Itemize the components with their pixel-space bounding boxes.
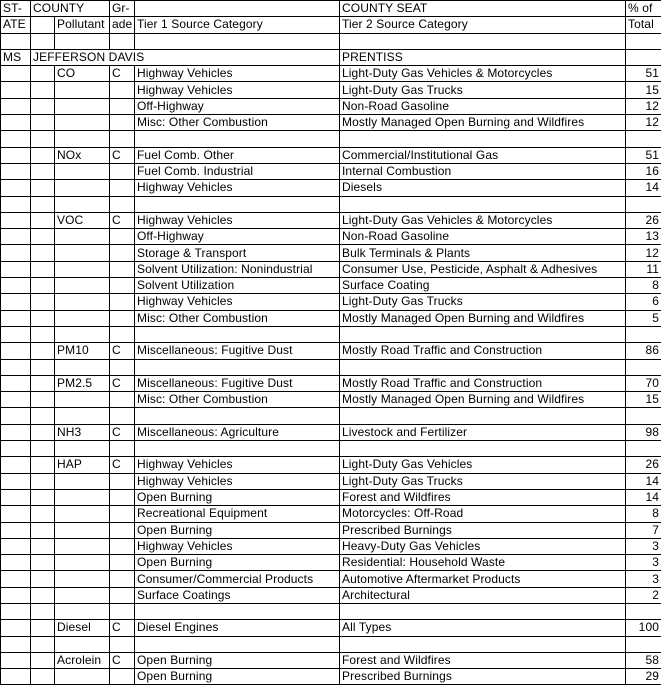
grade-cell [110, 261, 135, 277]
county-cell [31, 392, 55, 408]
pollutant-cell [55, 82, 110, 98]
table-row [1, 669, 661, 685]
county-row-blank [626, 49, 661, 65]
tier2-cell: Forest and Wildfires [340, 652, 626, 668]
county-cell [31, 66, 55, 82]
county-cell [31, 587, 55, 603]
state-cell [1, 506, 31, 522]
percent-cell: 29 [626, 669, 661, 685]
table-row [1, 245, 661, 261]
table-row [1, 98, 661, 114]
county-cell [31, 229, 55, 245]
table-row [1, 163, 661, 179]
spacer-row [1, 441, 661, 457]
tier1-cell: Open Burning [135, 555, 340, 571]
pollutant-cell: NH3 [55, 424, 110, 440]
percent-cell: 12 [626, 98, 661, 114]
percent-cell: 51 [626, 66, 661, 82]
pollutant-cell [55, 180, 110, 196]
county-cell [31, 180, 55, 196]
header-percent-part1: % of [626, 1, 661, 17]
header-pollutant: Pollutant [55, 17, 110, 33]
grade-cell [110, 506, 135, 522]
state-cell [1, 163, 31, 179]
table-row [1, 147, 661, 163]
grade-cell: C [110, 66, 135, 82]
county-cell [31, 424, 55, 440]
grade-cell [110, 310, 135, 326]
grade-cell [110, 229, 135, 245]
grade-cell [110, 98, 135, 114]
table-row [1, 571, 661, 587]
header-county: COUNTY [31, 1, 110, 17]
tier1-cell: Open Burning [135, 669, 340, 685]
percent-cell: 3 [626, 538, 661, 554]
tier2-cell: Motorcycles: Off-Road [340, 506, 626, 522]
spacer-row [1, 603, 661, 619]
tier2-cell: Mostly Managed Open Burning and Wildfires [340, 115, 626, 131]
tier2-cell: Light-Duty Gas Trucks [340, 82, 626, 98]
county-seat: PRENTISS [340, 49, 626, 65]
percent-cell: 8 [626, 506, 661, 522]
county-cell [31, 506, 55, 522]
tier2-cell: Non-Road Gasoline [340, 98, 626, 114]
percent-cell: 15 [626, 392, 661, 408]
tier2-cell: All Types [340, 620, 626, 636]
percent-cell: 7 [626, 522, 661, 538]
table-row [1, 392, 661, 408]
pollutant-cell [55, 571, 110, 587]
pollutant-cell [55, 245, 110, 261]
grade-cell: C [110, 147, 135, 163]
grade-cell: C [110, 620, 135, 636]
tier1-cell: Highway Vehicles [135, 66, 340, 82]
state-cell [1, 392, 31, 408]
header-tier2: Tier 2 Source Category [340, 17, 626, 33]
percent-cell: 26 [626, 212, 661, 228]
spacer-row [1, 131, 661, 147]
pollutant-cell [55, 587, 110, 603]
percent-cell: 100 [626, 620, 661, 636]
tier1-cell: Highway Vehicles [135, 180, 340, 196]
pollutant-cell [55, 473, 110, 489]
table-body [1, 1, 661, 685]
header-grade-part1: Gr- [110, 1, 135, 17]
table-row [1, 261, 661, 277]
state-cell [1, 147, 31, 163]
grade-cell [110, 473, 135, 489]
tier2-cell: Prescribed Burnings [340, 669, 626, 685]
spacer-row [1, 408, 661, 424]
percent-cell: 16 [626, 163, 661, 179]
county-cell [31, 115, 55, 131]
percent-cell: 86 [626, 343, 661, 359]
spacer-row [1, 33, 661, 49]
pollutant-cell: PM2.5 [55, 375, 110, 391]
header-blank [135, 1, 340, 17]
tier2-cell: Consumer Use, Pesticide, Asphalt & Adhesives [340, 261, 626, 277]
grade-cell [110, 538, 135, 554]
grade-cell: C [110, 424, 135, 440]
header-percent-part2: Total [626, 17, 661, 33]
tier1-cell: Misc: Other Combustion [135, 310, 340, 326]
pollutant-cell: PM10 [55, 343, 110, 359]
percent-cell: 5 [626, 310, 661, 326]
pollutant-cell [55, 522, 110, 538]
county-cell [31, 310, 55, 326]
table-row [1, 343, 661, 359]
tier2-cell: Residential: Household Waste [340, 555, 626, 571]
tier2-cell: Prescribed Burnings [340, 522, 626, 538]
state-cell [1, 538, 31, 554]
tier2-cell: Mostly Road Traffic and Construction [340, 343, 626, 359]
pollutant-cell: HAP [55, 457, 110, 473]
percent-cell: 12 [626, 115, 661, 131]
tier1-cell: Solvent Utilization [135, 278, 340, 294]
spacer-row [1, 196, 661, 212]
table-row [1, 294, 661, 310]
spacer-row [1, 636, 661, 652]
county-cell [31, 278, 55, 294]
state-cell [1, 522, 31, 538]
table-row [1, 115, 661, 131]
county-cell [31, 245, 55, 261]
table-row [1, 555, 661, 571]
grade-cell [110, 489, 135, 505]
state-cell [1, 489, 31, 505]
tier2-cell: Automotive Aftermarket Products [340, 571, 626, 587]
tier2-cell: Architectural [340, 587, 626, 603]
county-cell [31, 473, 55, 489]
state-cell [1, 66, 31, 82]
grade-cell: C [110, 652, 135, 668]
grade-cell: C [110, 343, 135, 359]
spacer-row [1, 359, 661, 375]
tier2-cell: Livestock and Fertilizer [340, 424, 626, 440]
tier1-cell: Off-Highway [135, 229, 340, 245]
pollutant-cell [55, 669, 110, 685]
tier1-cell: Open Burning [135, 522, 340, 538]
grade-cell [110, 555, 135, 571]
county-cell [31, 261, 55, 277]
tier2-cell: Bulk Terminals & Plants [340, 245, 626, 261]
grade-cell [110, 115, 135, 131]
percent-cell: 14 [626, 473, 661, 489]
county-cell [31, 652, 55, 668]
table-row [1, 620, 661, 636]
state-cell [1, 652, 31, 668]
state-cell [1, 261, 31, 277]
state-code: MS [1, 49, 31, 65]
county-cell [31, 522, 55, 538]
grade-cell [110, 522, 135, 538]
table-row [1, 506, 661, 522]
state-cell [1, 473, 31, 489]
tier1-cell: Highway Vehicles [135, 212, 340, 228]
grade-cell [110, 669, 135, 685]
tier2-cell: Mostly Managed Open Burning and Wildfires [340, 392, 626, 408]
county-row [1, 49, 661, 65]
table-row [1, 180, 661, 196]
state-cell [1, 294, 31, 310]
tier2-cell: Commercial/Institutional Gas [340, 147, 626, 163]
tier2-cell: Non-Road Gasoline [340, 229, 626, 245]
pollutant-cell: CO [55, 66, 110, 82]
state-cell [1, 424, 31, 440]
percent-cell: 11 [626, 261, 661, 277]
state-cell [1, 115, 31, 131]
grade-cell [110, 571, 135, 587]
county-cell [31, 538, 55, 554]
state-cell [1, 310, 31, 326]
pollutant-cell [55, 115, 110, 131]
tier1-cell: Miscellaneous: Agriculture [135, 424, 340, 440]
header-state-part2: ATE [1, 17, 31, 33]
state-cell [1, 82, 31, 98]
county-cell [31, 98, 55, 114]
table-row [1, 229, 661, 245]
county-cell [31, 147, 55, 163]
tier1-cell: Highway Vehicles [135, 82, 340, 98]
pollutant-cell [55, 163, 110, 179]
tier1-cell: Fuel Comb. Other [135, 147, 340, 163]
tier1-cell: Miscellaneous: Fugitive Dust [135, 343, 340, 359]
grade-cell [110, 278, 135, 294]
pollutant-cell [55, 278, 110, 294]
table-row [1, 66, 661, 82]
tier1-cell: Open Burning [135, 652, 340, 668]
pollutant-cell [55, 392, 110, 408]
county-cell [31, 163, 55, 179]
tier1-cell: Highway Vehicles [135, 457, 340, 473]
state-cell [1, 212, 31, 228]
percent-cell: 2 [626, 587, 661, 603]
tier1-cell: Consumer/Commercial Products [135, 571, 340, 587]
tier1-cell: Miscellaneous: Fugitive Dust [135, 375, 340, 391]
tier2-cell: Heavy-Duty Gas Vehicles [340, 538, 626, 554]
table-row [1, 473, 661, 489]
percent-cell: 13 [626, 229, 661, 245]
county-cell [31, 489, 55, 505]
tier1-cell: Solvent Utilization: Nonindustrial [135, 261, 340, 277]
percent-cell: 3 [626, 571, 661, 587]
percent-cell: 6 [626, 294, 661, 310]
pollutant-cell: Acrolein [55, 652, 110, 668]
state-cell [1, 229, 31, 245]
table-row [1, 652, 661, 668]
header-state-part1: ST- [1, 1, 31, 17]
state-cell [1, 620, 31, 636]
percent-cell: 98 [626, 424, 661, 440]
percent-cell: 26 [626, 457, 661, 473]
pollutant-cell [55, 294, 110, 310]
percent-cell: 3 [626, 555, 661, 571]
tier1-cell: Off-Highway [135, 98, 340, 114]
percent-cell: 14 [626, 180, 661, 196]
state-cell [1, 278, 31, 294]
grade-cell [110, 587, 135, 603]
tier2-cell: Surface Coating [340, 278, 626, 294]
county-cell [31, 343, 55, 359]
county-cell [31, 375, 55, 391]
percent-cell: 8 [626, 278, 661, 294]
pollutant-cell [55, 489, 110, 505]
percent-cell: 15 [626, 82, 661, 98]
table-row [1, 82, 661, 98]
tier2-cell: Light-Duty Gas Vehicles & Motorcycles [340, 66, 626, 82]
tier2-cell: Light-Duty Gas Trucks [340, 473, 626, 489]
tier2-cell: Mostly Road Traffic and Construction [340, 375, 626, 391]
pollutant-cell: Diesel [55, 620, 110, 636]
table-row [1, 538, 661, 554]
tier1-cell: Misc: Other Combustion [135, 392, 340, 408]
tier2-cell: Light-Duty Gas Vehicles & Motorcycles [340, 212, 626, 228]
percent-cell: 14 [626, 489, 661, 505]
tier1-cell: Fuel Comb. Industrial [135, 163, 340, 179]
county-cell [31, 555, 55, 571]
tier2-cell: Light-Duty Gas Trucks [340, 294, 626, 310]
county-cell [31, 82, 55, 98]
tier1-cell: Misc: Other Combustion [135, 115, 340, 131]
tier2-cell: Mostly Managed Open Burning and Wildfires [340, 310, 626, 326]
table-row [1, 310, 661, 326]
grade-cell [110, 180, 135, 196]
header-blank-2 [31, 17, 55, 33]
state-cell [1, 180, 31, 196]
tier1-cell: Highway Vehicles [135, 473, 340, 489]
table-row [1, 522, 661, 538]
tier1-cell: Open Burning [135, 489, 340, 505]
state-cell [1, 587, 31, 603]
pollutant-cell [55, 229, 110, 245]
header-row-2 [1, 17, 661, 33]
pollutant-cell [55, 310, 110, 326]
header-county-seat: COUNTY SEAT [340, 1, 626, 17]
grade-cell [110, 294, 135, 310]
county-cell [31, 212, 55, 228]
tier2-cell: Forest and Wildfires [340, 489, 626, 505]
table-row [1, 375, 661, 391]
table-row [1, 212, 661, 228]
table-row [1, 457, 661, 473]
state-cell [1, 245, 31, 261]
state-cell [1, 375, 31, 391]
tier1-cell: Recreational Equipment [135, 506, 340, 522]
percent-cell: 58 [626, 652, 661, 668]
table-row [1, 587, 661, 603]
pollutant-cell [55, 98, 110, 114]
county-cell [31, 294, 55, 310]
grade-cell [110, 82, 135, 98]
state-cell [1, 669, 31, 685]
pollutant-cell [55, 261, 110, 277]
table-row [1, 278, 661, 294]
tier1-cell: Storage & Transport [135, 245, 340, 261]
state-cell [1, 343, 31, 359]
grade-cell: C [110, 212, 135, 228]
table-row [1, 489, 661, 505]
grade-cell [110, 163, 135, 179]
percent-cell: 51 [626, 147, 661, 163]
tier1-cell: Highway Vehicles [135, 538, 340, 554]
county-cell [31, 457, 55, 473]
state-cell [1, 457, 31, 473]
tier2-cell: Diesels [340, 180, 626, 196]
pollutant-cell: NOx [55, 147, 110, 163]
grade-cell: C [110, 457, 135, 473]
pollutant-cell: VOC [55, 212, 110, 228]
tier2-cell: Internal Combustion [340, 163, 626, 179]
tier1-cell: Diesel Engines [135, 620, 340, 636]
header-grade-part2: ade [110, 17, 135, 33]
header-row-1 [1, 1, 661, 17]
table-row [1, 424, 661, 440]
pollutant-cell [55, 506, 110, 522]
tier1-cell: Surface Coatings [135, 587, 340, 603]
state-cell [1, 555, 31, 571]
county-name: JEFFERSON DAVIS [31, 49, 340, 65]
percent-cell: 70 [626, 375, 661, 391]
tier2-cell: Light-Duty Gas Vehicles [340, 457, 626, 473]
county-cell [31, 571, 55, 587]
grade-cell [110, 245, 135, 261]
state-cell [1, 571, 31, 587]
grade-cell [110, 392, 135, 408]
county-cell [31, 669, 55, 685]
pollutant-cell [55, 538, 110, 554]
tier1-cell: Highway Vehicles [135, 294, 340, 310]
grade-cell: C [110, 375, 135, 391]
header-tier1: Tier 1 Source Category [135, 17, 340, 33]
county-cell [31, 620, 55, 636]
state-cell [1, 98, 31, 114]
spacer-row [1, 326, 661, 342]
pollutant-cell [55, 555, 110, 571]
percent-cell: 12 [626, 245, 661, 261]
